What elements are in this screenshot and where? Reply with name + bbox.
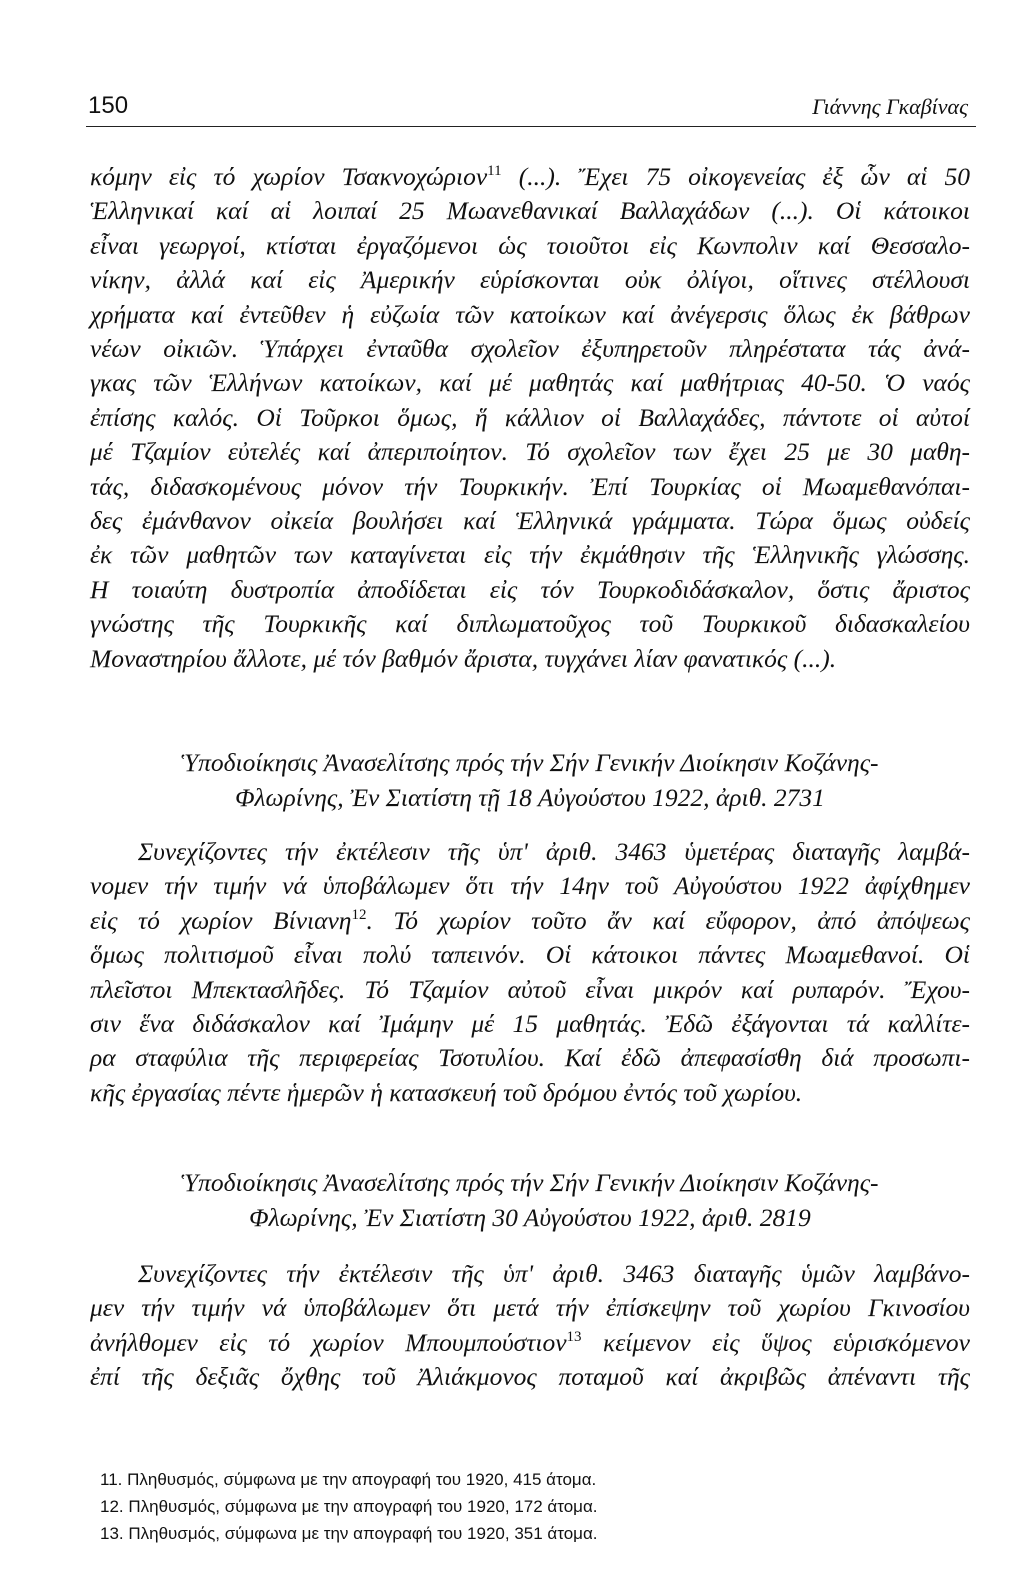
text-line: Ἑλληνικαί καί αἱ λοιπαί 25 Μωανεθανικαί Βαλλαχάδων (...). Οἱ κάτοικοι: [90, 196, 970, 226]
footnote: 11. Πληθυσμός, σύμφωνα με την απογραφή του 1920, 415 άτομα.: [100, 1470, 597, 1489]
header-rule: [86, 126, 976, 127]
text-line: γκας τῶν Ἑλλήνων κατοίκων, καί μέ μαθητάς καί μαθήτριας 40-50. Ὁ ναός: [90, 368, 970, 398]
page-number: 150: [88, 92, 129, 119]
footnotes: [100, 1466, 900, 1547]
text-line: κῆς ἐργασίας πέντε ἡμερῶν ἡ κατασκευή τοῦ δρόμου ἐντός τοῦ χωρίου.: [90, 1077, 803, 1107]
text-line: ἀνήλθομεν εἰς τό χωρίον Μπουμπούστιον$^{13}$ κείμενον εἰς ὕψος εὑρισκόμενον: [90, 1327, 970, 1357]
footnote-ref: 13: [566, 1328, 582, 1345]
text-line: Συνεχίζοντες τήν ἐκτέλεσιν τῆς ὑπ' ἀριθ. 3463 διαταγῆς ὑμῶν λαμβάνο-: [138, 1259, 970, 1288]
text-line: κόμην εἰς τό χωρίον Τσακνοχώριον$^{11}$ (...). Ἔχει 75 οἰκογενείας ἐξ ὧν αἱ 50: [90, 162, 970, 191]
heading-line: Φλωρίνης, Ἐν Σιατίστη 30 Αὐγούστου 1922, ἀριθ. 2819: [249, 1203, 811, 1232]
text-line: πλεῖστοι Μπεκτασλῆδες. Τό Τζαμίον αὐτοῦ εἶναι μικρόν καί ρυπαρόν. Ἔχου-: [90, 974, 970, 1004]
footnote-ref: 12: [351, 906, 367, 923]
paragraph-1: [90, 160, 970, 676]
text-line: μεν τήν τιμήν νά ὑποβάλωμεν ὅτι μετά τήν ἐπίσκεψην τοῦ χωρίου Γκινοσίου: [90, 1293, 970, 1323]
text-line: Η τοιαύτη δυστροπία ἀποδίδεται εἰς τόν Τουρκοδιδάσκαλον, ὅστις ἄριστος: [90, 574, 970, 604]
heading-line: Φλωρίνης, Ἐν Σιατίστη τῇ 18 Αὐγούστου 1922, ἀριθ. 2731: [235, 783, 825, 812]
text-line: ἐπί τῆς δεξιᾶς ὄχθης τοῦ Ἀλιάκμονος ποταμοῦ καί ἀκριβῶς ἀπέναντι τῆς: [90, 1362, 970, 1392]
text-line: γνώστης τῆς Τουρκικῆς καί διπλωματοῦχος τοῦ Τουρκικοῦ διδασκαλείου: [90, 609, 970, 639]
text-line: ἐπίσης καλός. Οἱ Τοῦρκοι ὅμως, ἥ κάλλιον οἱ Βαλλαχάδες, πάντοτε οἱ αὐτοί: [90, 402, 970, 432]
text-line: ὅμως πολιτισμοῦ εἶναι πολύ ταπεινόν. Οἱ κάτοικοι πάντες Μωαμεθανοί. Οἱ: [90, 940, 970, 970]
text-line: μέ Τζαμίον εὐτελές καί ἀπεριποίητον. Τό σχολεῖον των ἔχει 25 με 30 μαθη-: [90, 437, 970, 467]
footnote-ref: 11: [487, 163, 502, 179]
text-line: νίκην, ἀλλά καί εἰς Ἀμερικήν εὑρίσκονται οὐκ ὀλίγοι, οἵτινες στέλλουσι: [90, 265, 970, 295]
document-heading-1: [90, 745, 970, 815]
text-line: δες ἐμάνθανον οἰκεία βουλήσει καί Ἑλληνικά γράμματα. Τώρα ὅμως οὐδείς: [90, 506, 970, 536]
text-line: σιν ἕνα διδάσκαλον καί Ἰμάμην μέ 15 μαθητάς. Ἐδῶ ἐξάγονται τά καλλίτε-: [90, 1009, 970, 1039]
text-line: εἶναι γεωργοί, κτίσται ἐργαζόμενοι ὡς τοιοῦτοι εἰς Κωνπολιν καί Θεσσαλο-: [90, 230, 970, 260]
document-heading-2: [90, 1165, 970, 1235]
text-line: νέων οἰκιῶν. Ὑπάρχει ἐνταῦθα σχολεῖον ἐξυπηρετοῦν πληρέστατα τάς ἀνά-: [90, 334, 970, 364]
text-line: ρα σταφύλια τῆς περιφερείας Τσοτυλίου. Καί ἐδῶ ἀπεφασίσθη διά προσωπι-: [90, 1043, 970, 1073]
text-line: Μοναστηρίου ἄλλοτε, μέ τόν βαθμόν ἄριστα, τυγχάνει λίαν φανατικός (...).: [90, 643, 837, 673]
text-line: τάς, διδασκομένους μόνον τήν Τουρκικήν. Ἐπί Τουρκίας οἱ Μωαμεθανόπαι-: [90, 471, 970, 501]
paragraph-2: [90, 835, 970, 1110]
footnote: 13. Πληθυσμός, σύμφωνα με την απογραφή του 1920, 351 άτομα.: [100, 1524, 598, 1543]
text-line: ἐκ τῶν μαθητῶν των καταγίνεται εἰς τήν ἐκμάθησιν τῆς Ἑλληνικῆς γλώσσης.: [90, 540, 970, 570]
page-header: [86, 88, 976, 128]
footnote: 12. Πληθυσμός, σύμφωνα με την απογραφή του 1920, 172 άτομα.: [100, 1497, 598, 1516]
text-line: χρήματα καί ἐντεῦθεν ἡ εὐζωία τῶν κατοίκων καί ἀνέγερσις ὅλως ἐκ βάθρων: [90, 299, 970, 329]
heading-line: Ὑποδιοίκησις Ἀνασελίτσης πρός τήν Σήν Γενικήν Διοίκησιν Κοζάνης-: [181, 748, 879, 777]
heading-line: Ὑποδιοίκησις Ἀνασελίτσης πρός τήν Σήν Γενικήν Διοίκησιν Κοζάνης-: [181, 1168, 879, 1197]
running-head: Γιάννης Γκαβίνας: [812, 94, 968, 119]
text-line: νομεν τήν τιμήν νά ὑποβάλωμεν ὅτι τήν 14ην τοῦ Αὐγούστου 1922 ἀφίχθημεν: [90, 871, 970, 901]
text-line: εἰς τό χωρίον Βίνιανη$^{12}$. Τό χωρίον τοῦτο ἄν καί εὔφορον, ἀπό ἀπόψεως: [90, 905, 970, 935]
paragraph-3: [90, 1257, 970, 1395]
text-line: Συνεχίζοντες τήν ἐκτέλεσιν τῆς ὑπ' ἀριθ. 3463 ὑμετέρας διαταγῆς λαμβά-: [138, 837, 970, 866]
